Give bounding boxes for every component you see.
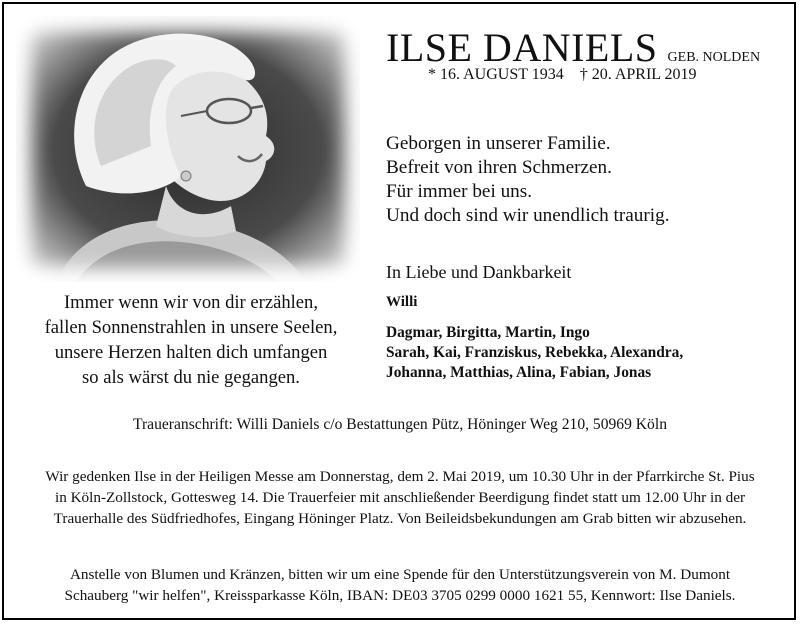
poem-line: Immer wenn wir von dir erzählen, <box>63 292 319 313</box>
life-dates <box>428 66 696 84</box>
motto-line: Für immer bei uns. <box>386 181 533 202</box>
spouse-name: Willi <box>386 294 418 310</box>
birth-date: * 16. AUGUST 1934 <box>428 66 564 83</box>
donation-notice <box>20 564 780 606</box>
motto-line: Geborgen in unserer Familie. <box>386 133 611 154</box>
portrait-photo <box>16 16 360 282</box>
notice-line: in Köln-Zollstock, Gottesweg 14. Die Trauerfeier mit anschließender Beerdigung findet statt um 12.00 Uhr in der <box>54 489 746 506</box>
mourning-address: Traueranschrift: Willi Daniels c/o Bestattungen Pütz, Höninger Weg 210, 50969 Köln <box>132 416 667 433</box>
donation-line: Anstelle von Blumen und Kränzen, bitten wir um eine Spende für den Unterstützungsverein von M. Dumont <box>69 566 731 583</box>
donation-line: Schauberg "wir helfen", Kreissparkasse Köln, IBAN: DE03 3705 0299 0000 1621 55, Kennwort: Ilse Daniels. <box>64 587 736 604</box>
notice-line: Trauerhalle des Südfriedhofes, Eingang Höninger Platz. Von Beileidsbekundungen am Grab bitten wir abzusehen. <box>53 510 747 527</box>
motto-line: Befreit von ihren Schmerzen. <box>386 157 612 178</box>
family-line: Johanna, Matthias, Alina, Fabian, Jonas <box>386 364 652 381</box>
motto-text <box>386 132 670 228</box>
birth-name: GEB. NOLDEN <box>667 50 761 65</box>
poem-line: unsere Herzen halten dich umfangen <box>54 342 328 363</box>
deceased-name: ILSE DANIELS <box>386 25 658 70</box>
mourners-intro: In Liebe und Dankbarkeit <box>386 262 572 282</box>
family-names <box>386 323 683 383</box>
deceased-name-line <box>386 24 760 71</box>
notice-line: Wir gedenken Ilse in der Heiligen Messe am Donnerstag, dem 2. Mai 2019, um 10.30 Uhr in der Pfarrkirche St. Pius <box>45 468 755 485</box>
memorial-poem <box>16 290 366 390</box>
family-line: Dagmar, Birgitta, Martin, Ingo <box>386 324 590 341</box>
motto-line: Und doch sind wir unendlich traurig. <box>386 205 670 226</box>
poem-line: fallen Sonnenstrahlen in unsere Seelen, <box>44 317 338 338</box>
service-notice <box>20 466 780 529</box>
poem-line: so als wärst du nie gegangen. <box>82 367 300 388</box>
family-line: Sarah, Kai, Franziskus, Rebekka, Alexandra, <box>386 344 684 361</box>
death-date: † 20. APRIL 2019 <box>579 66 697 83</box>
